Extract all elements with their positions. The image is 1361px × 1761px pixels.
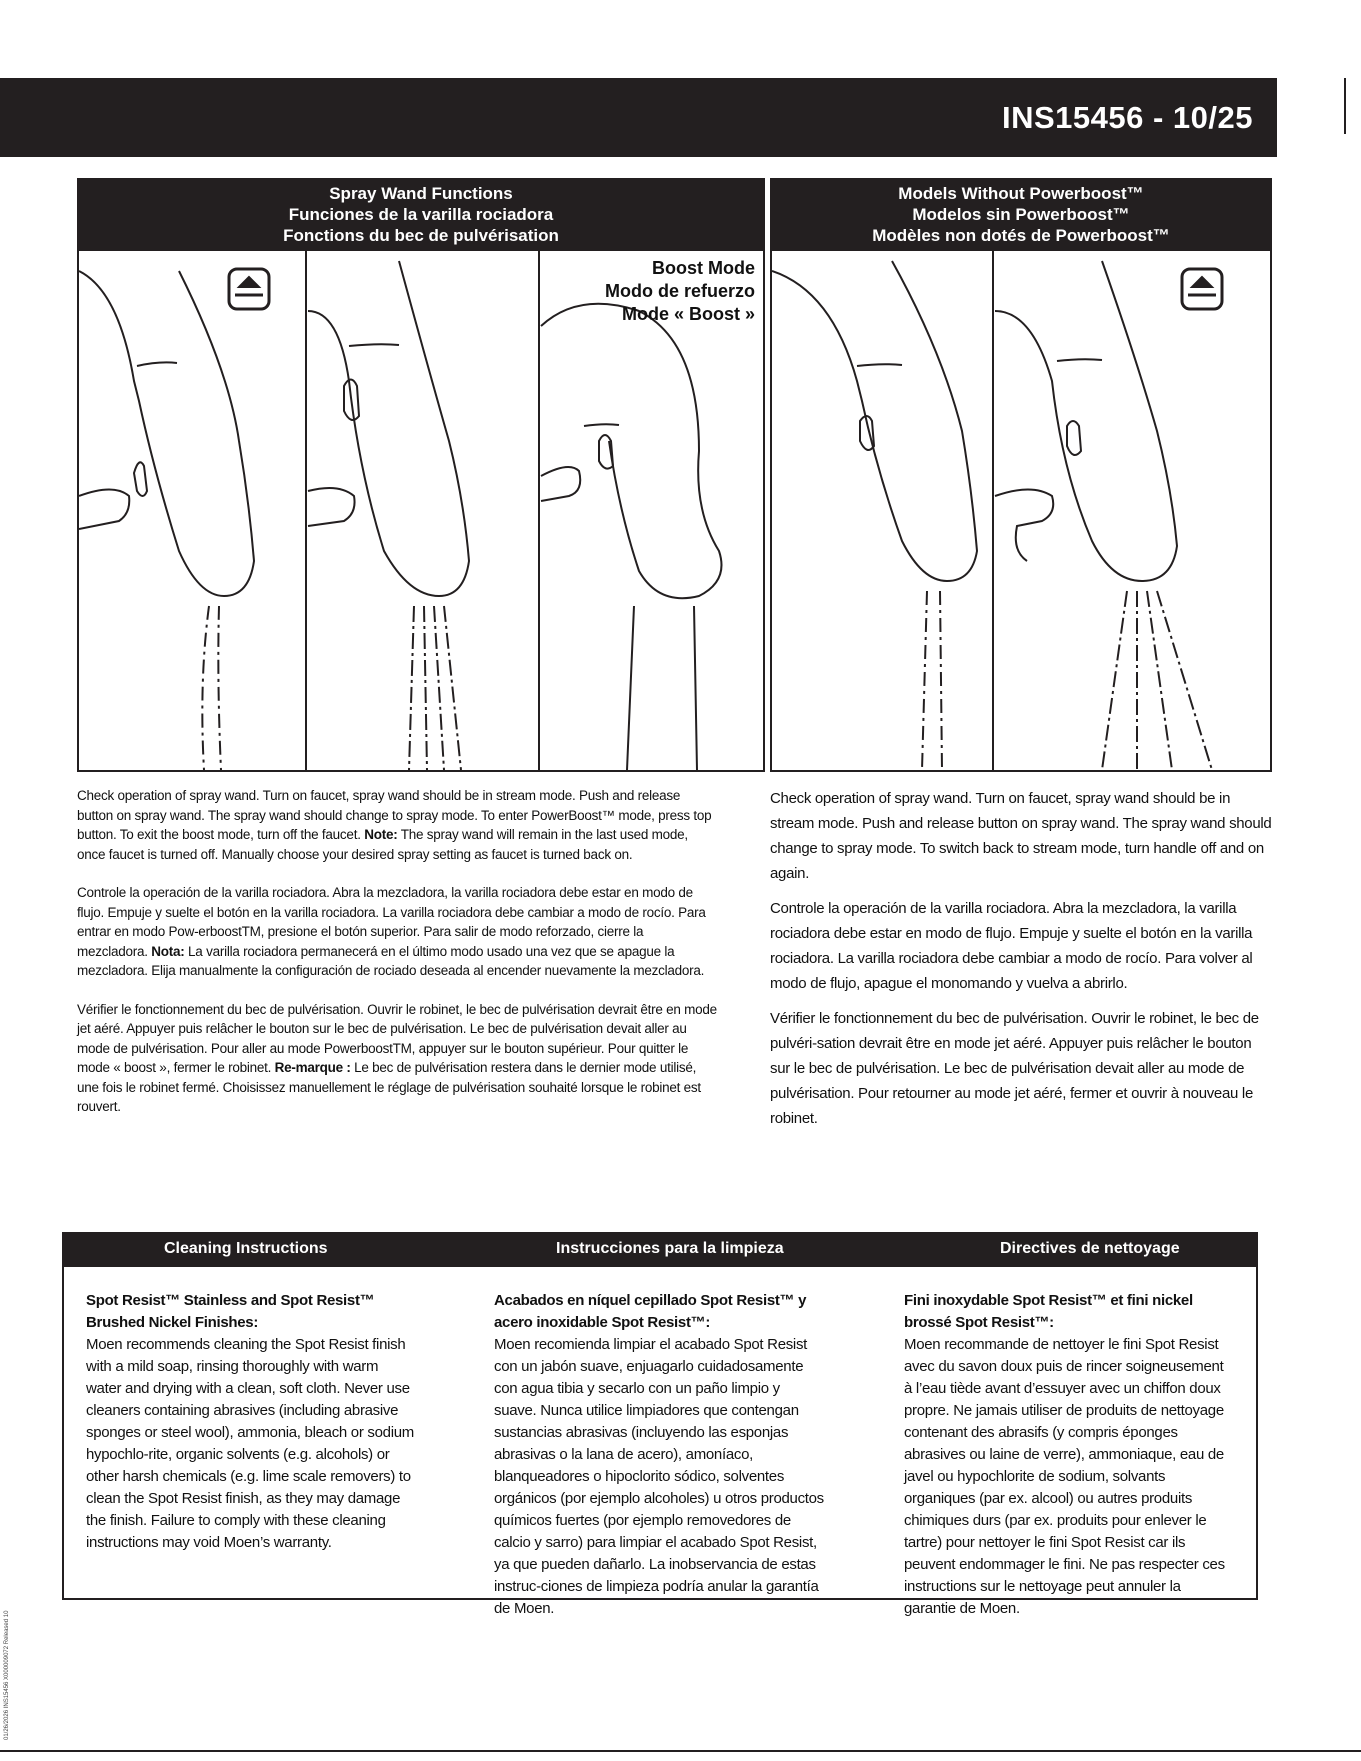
cleaning-column-es — [494, 1290, 824, 1620]
title-es: Modelos sin Powerboost™ — [912, 205, 1130, 224]
no-boost-instructions-es: Controle la operación de la varilla rociadora. Abra la mezcladora, la varilla rociadora debe estar en modo de flujo. Empuje y suelte el botón en la varilla rociadora. La varilla rociadora debe cambiar a modo de rocío. Para volver al modo de flujo, apague el monomando y vuelva a abrirlo. — [770, 900, 1253, 992]
title-fr: Fonctions du bec de pulvérisation — [283, 226, 559, 245]
cleaning-instructions-box — [62, 1232, 1258, 1617]
cleaning-body-en: Moen recommends cleaning the Spot Resist finish with a mild soap, rinsing thoroughly with warm water and drying with a clean, soft cloth. Never use cleaners containing abrasives (including abrasive sponges or steel wool), ammonia, bleach or sodium hypochlo-rite, organic solvents (e.g. alcohols) or other harsh chemicals (e.g. lime scale removers) to clean the Spot Resist finish, as they may damage the finish. Failure to comply with these cleaning instructions may void Moen’s warranty. — [86, 1336, 414, 1551]
boost-label-fr: Mode « Boost » — [621, 304, 755, 324]
cleaning-header-bar — [64, 1234, 1256, 1267]
title-fr: Modèles non dotés de Powerboost™ — [872, 226, 1170, 245]
note-label: Note: — [364, 827, 398, 842]
document-code: INS15456 - 10/25 — [1001, 100, 1253, 135]
no-boost-instructions-en: Check operation of spray wand. Turn on faucet, spray wand should be in stream mode. Push and release button on spray wand. The spray wand should change to spray mode. To switch back to stream mode, turn handle off and on again. — [770, 790, 1272, 882]
bottom-rule — [0, 1750, 1361, 1752]
cleaning-title-fr: Fini inoxydable Spot Resist™ et fini nickel brossé Spot Resist™: — [904, 1292, 1193, 1331]
remarque-label: Re-marque : — [274, 1060, 351, 1075]
instructions-es — [77, 883, 717, 981]
cleaning-column-en — [86, 1290, 416, 1554]
instructions-es-text: Controle la operación de la varilla rociadora. Abra la mezcladora, la varilla rociadora debe estar en modo de flujo. Empuje y suelte el botón en la varilla rociadora. La varilla rociadora debe cambiar a modo de rocío. Para entrar en modo Pow-erboostTM, presione el botón superior. Para salir de modo reforzado, cierre la mezcladora. — [77, 885, 706, 959]
nota-label: Nota: — [151, 943, 185, 959]
spray-wand-panel-title — [79, 180, 763, 251]
no-powerboost-panel — [770, 178, 1272, 772]
spray-wand-illustrations — [79, 251, 763, 770]
side-document-code: 01/26/2026 INS15456 X000009072 Released 10 — [4, 1610, 10, 1740]
cleaning-body-es: Moen recomienda limpiar el acabado Spot Resist con un jabón suave, enjuagarlo cuidadosamente con agua tibia y secarlo con un paño limpio y suave. Nunca utilice limpiadores que contengan sustancias abrasivas (incluyendo las esponjas abrasivas o la lana de acero), amoníaco, blanqueadores o hipoclorito sódico, solventes orgánicos (por ejemplo alcoholes) u otros productos químicos fuertes (por ejemplo removedores de calcio y sarro) para limpiar el acabado Spot Resist, ya que pueden dañarlo. La inobservancia de estas instruc-ciones de limpieza podría anular la garantía de Moen. — [494, 1336, 824, 1617]
instructions-es-note: La varilla rociadora permanecerá en el último modo usado una vez que se apague la mezcladora. Elija manualmente la configuración de rociado deseada al encender nuevamente la mezcladora. — [77, 943, 705, 978]
cleaning-head-en: Cleaning Instructions — [164, 1240, 328, 1257]
no-boost-instructions-fr: Vérifier le fonctionnement du bec de pulvérisation. Ouvrir le robinet, le bec de pulvéri-sation devrait être en mode jet aéré. Appuyer puis relâcher le bouton sur le bec de pulvérisation. Le bec de pulvérisation devait aller au mode de pulvérisation. Pour retourner au mode jet aéré, fermer et ouvrir à nouveau le robinet. — [770, 1010, 1259, 1127]
edge-mark — [1344, 78, 1346, 134]
cleaning-column-fr — [904, 1290, 1234, 1620]
spray-wand-drawing — [79, 251, 763, 770]
boost-label-en: Boost Mode — [652, 258, 755, 278]
instructions-fr-note: Le bec de pulvérisation restera dans le dernier mode utilisé, une fois le robinet fermé. Choisissez manuellement le réglage de pulvérisation souhaité lorsque le robinet est rouvert. — [77, 1060, 701, 1114]
title-es: Funciones de la varilla rociadora — [288, 205, 554, 224]
cleaning-title-en: Spot Resist™ Stainless and Spot Resist™ Brushed Nickel Finishes: — [86, 1292, 375, 1331]
boost-label-es: Modo de refuerzo — [604, 281, 755, 301]
cleaning-body-fr: Moen recommande de nettoyer le fini Spot Resist avec du savon doux puis de rincer soigneusement à l’eau tiède avant d’essuyer avec un chiffon doux propre. Ne jamais utiliser de produits de nettoyage contenant des abrasifs (y compris éponges abrasives ou laine de verre), ammoniaque, eau de javel ou hypochlorite de sodium, solvants organiques (par ex. alcool) ou autres produits chimiques durs (par ex. produits pour enlever le tartre) pour nettoyer le fini Spot Resist car ils peuvent endommager le fini. Ne pas respecter ces instructions sur le nettoyage peut annuler la garantie de Moen. — [904, 1336, 1225, 1617]
instructions-en-note: The spray wand will remain in the last used mode, once faucet is turned off. Manually choose your desired spray setting as faucet is turned back on. — [77, 827, 688, 862]
cleaning-head-es: Instrucciones para la limpieza — [556, 1240, 784, 1257]
instructions-fr — [77, 1000, 717, 1117]
instructions-en-text: Check operation of spray wand. Turn on faucet, spray wand should be in stream mode. Push and release button on spray wand. The spray wand should change to spray mode. To enter PowerBoost™ mode, press top button. To exit the boost mode, turn off the faucet. — [77, 788, 712, 842]
instructions-fr-text: Vérifier le fonctionnement du bec de pulvérisation. Ouvrir le robinet, le bec de pulvérisation devrait être en mode jet aéré. Appuyer puis relâcher le bouton sur le bec de pulvérisation. Le bec de pulvérisation devait aller au mode de pulvérisation. Pour aller au mode PowerboostTM, appuyer sur le bouton supérieur. Pour quitter le mode « boost », fermer le robinet. — [77, 1001, 717, 1075]
spray-wand-instructions — [77, 786, 717, 1136]
cleaning-title-es: Acabados en níquel cepillado Spot Resist™ y acero inoxidable Spot Resist™: — [494, 1292, 807, 1331]
no-powerboost-drawing — [772, 251, 1270, 770]
cleaning-head-fr: Directives de nettoyage — [1000, 1240, 1180, 1257]
header-bar — [0, 78, 1277, 157]
no-powerboost-panel-title — [772, 180, 1270, 251]
spray-wand-panel — [77, 178, 765, 772]
title-en: Models Without Powerboost™ — [898, 184, 1144, 203]
no-powerboost-instructions — [770, 786, 1275, 1141]
boost-mode-label — [605, 257, 755, 326]
title-en: Spray Wand Functions — [329, 184, 513, 203]
no-powerboost-illustrations — [772, 251, 1270, 770]
instructions-en — [77, 786, 717, 864]
